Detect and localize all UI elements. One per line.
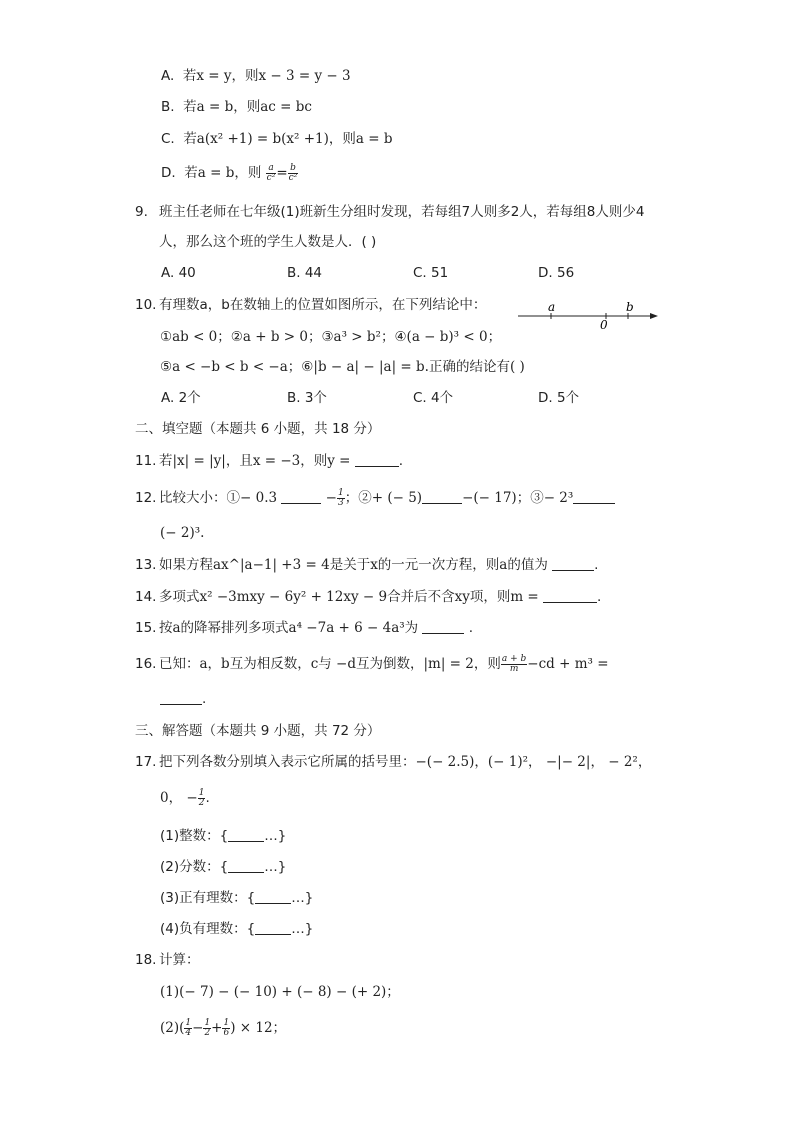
fraction-one-sixth: $\frac{1}{6}$ (223, 1017, 230, 1038)
q17-line1: 17. 把下列各数分别填入表示它所属的括号里：−(− 2.5)，(− 1)²， −|− 2|， − 2²， (135, 754, 652, 770)
fraction-a-over-c2: $\frac{a}{\text{c²}}$ (266, 162, 276, 183)
q10-line1: 10. 有理数a，b在数轴上的位置如图所示，在下列结论中： (135, 297, 487, 313)
q9-line1: 9. 班主任老师在七年级(1)班新生分组时发现，若每组7人则多2人，若每组8人则少4 (135, 204, 645, 220)
fraction-b-over-c2: $\frac{b}{\text{c²}}$ (288, 162, 298, 183)
q12-line2: (− 2)³. (160, 525, 205, 541)
section-title-solutions: 三、解答题（本题共 9 小题，共 72 分） (135, 723, 381, 739)
axis-label-zero: 0 (600, 318, 608, 330)
fraction-one-third: $\frac{1}{3}$ (337, 487, 344, 508)
q10-line3: ⑤a < −b < b < −a；⑥|b − a| − |a| = b.正确的结论有( ) (160, 359, 525, 375)
q16-line1: 16. 已知：a，b互为相反数，c与 −d互为倒数，|m| = 2，则 $\frac{a + b}{m}$ −cd + m³ = (135, 653, 609, 674)
fraction-one-half: $\frac{1}{2}$ (204, 1017, 211, 1038)
answer-blank[interactable] (543, 588, 597, 603)
fraction-one-half: $\frac{1}{2}$ (198, 787, 205, 808)
q11: 11. 若|x| = |y|，且x = −3，则y = . (135, 453, 404, 469)
q16-line2: . (160, 689, 206, 709)
q17-item-negative: (4)负有理数：{ …} (160, 921, 314, 937)
fraction-a-plus-b-over-m: $\frac{a + b}{m}$ (501, 653, 527, 674)
answer-blank[interactable] (355, 452, 399, 467)
answer-blank[interactable] (255, 889, 291, 904)
axis-label-b: b (626, 300, 634, 314)
answer-blank[interactable] (255, 920, 291, 935)
q12-line1: 12. 比较大小：①− 0.3 − $\frac{1}{3}$ ；②+ (− 5) −(− 17)；③− 2³ (135, 488, 615, 508)
q8-option-b: B. 若a = b，则ac = bc (161, 99, 312, 115)
section-title-fill-in: 二、填空题（本题共 6 小题，共 18 分） (135, 421, 381, 437)
q8-option-c: C. 若a(x² +1) = b(x² +1)，则a = b (161, 131, 393, 147)
answer-blank[interactable] (228, 827, 264, 842)
axis-label-a: a (548, 300, 556, 314)
q17-line2: 0， − $\frac{1}{2}$ . (160, 787, 210, 808)
q17-item-positive: (3)正有理数：{ …} (160, 890, 314, 906)
q8-option-d: D. 若a = b，则 $\frac{a}{\text{c²}}$ = $\frac{b}{\text{c²}}$ (161, 162, 298, 183)
q15: 15. 按a的降幂排列多项式a⁴ −7a + 6 − 4a³为 . (135, 620, 474, 636)
q18-part1: (1)(− 7) − (− 10) + (− 8) − (+ 2)； (160, 984, 400, 1000)
answer-blank[interactable] (573, 489, 615, 504)
answer-blank[interactable] (422, 619, 464, 634)
answer-blank[interactable] (228, 858, 264, 873)
q18-title: 18. 计算： (135, 952, 200, 968)
q8-option-a: A. 若x = y，则x − 3 = y − 3 (161, 68, 351, 84)
q10-line2: ①ab < 0；②a + b > 0；③a³ > b²；④(a − b)³ < 0； (160, 329, 502, 345)
q14: 14. 多项式x² −3mxy − 6y² + 12xy − 9合并后不含xy项，则m = . (135, 589, 602, 605)
q9-line2: 人，那么这个班的学生人数是人．( ) (159, 234, 377, 250)
q17-item-integers: (1)整数：{ …} (160, 828, 287, 844)
answer-blank[interactable] (422, 489, 462, 504)
number-line-diagram (514, 298, 664, 330)
q18-part2: (2)( $\frac{1}{4}$ − $\frac{1}{2}$ + $\frac{1}{6}$ ) × 12； (160, 1017, 287, 1038)
fraction-one-quarter: $\frac{1}{4}$ (185, 1017, 192, 1038)
q17-item-fractions: (2)分数：{ …} (160, 859, 287, 875)
q13: 13. 如果方程ax^|a−1| +3 = 4是关于x的一元一次方程，则a的值为 . (135, 557, 599, 573)
answer-blank[interactable] (160, 690, 202, 705)
answer-blank[interactable] (552, 556, 594, 571)
answer-blank[interactable] (281, 489, 321, 504)
